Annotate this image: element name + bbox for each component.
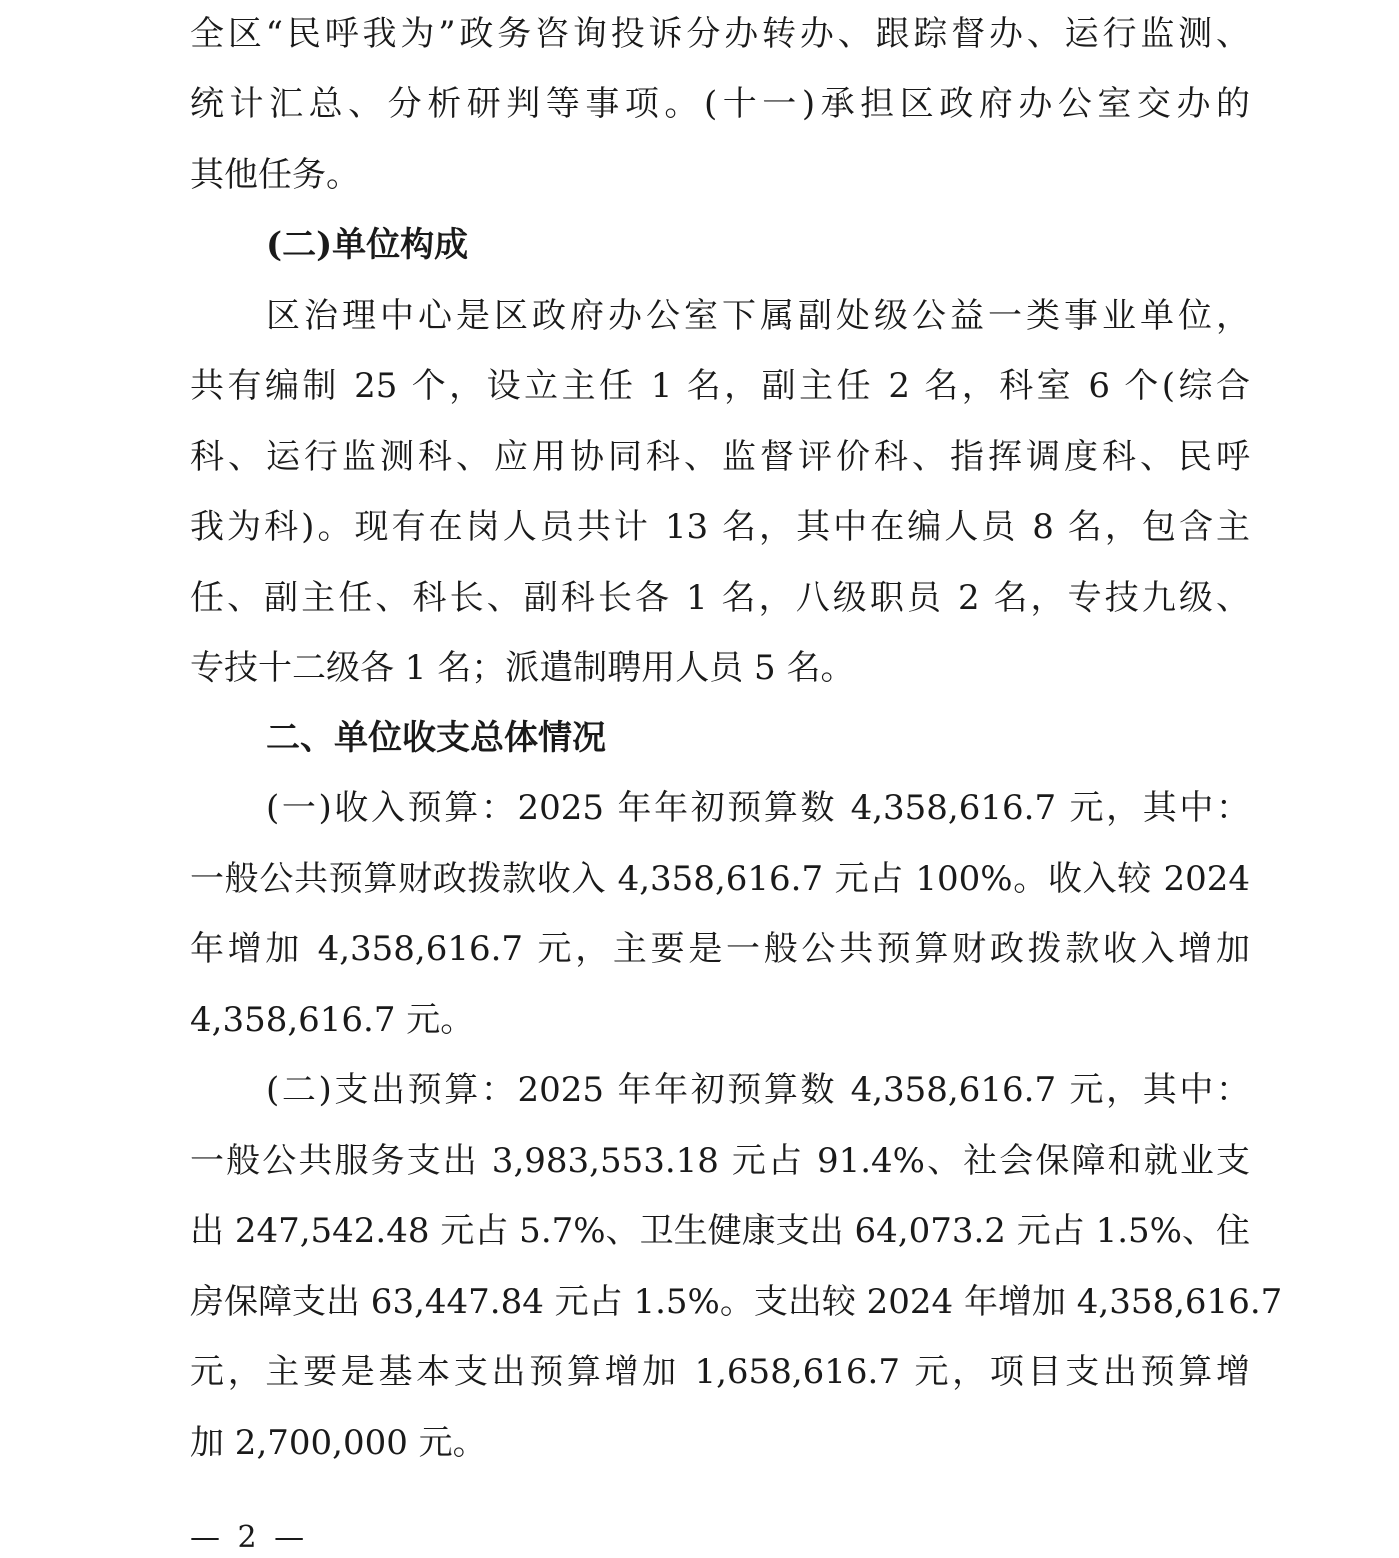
section-heading: 二、单位收支总体情况	[266, 718, 606, 758]
body-text-line: (一)收入预算：2025 年年初预算数 4,358,616.7 元，其中：	[266, 788, 1250, 828]
body-text-line: 区治理中心是区政府办公室下属副处级公益一类事业单位，	[266, 296, 1250, 336]
section-subheading: (二)单位构成	[266, 225, 469, 265]
body-text-line: 房保障支出 63,447.84 元占 1.5%。支出较 2024 年增加 4,358,616.7	[190, 1282, 1283, 1322]
body-text-line: 专技十二级各 1 名；派遣制聘用人员 5 名。	[190, 648, 855, 688]
body-text-line: 任、副主任、科长、副科长各 1 名，八级职员 2 名，专技九级、	[190, 578, 1250, 618]
body-text-line: 加 2,700,000 元。	[190, 1423, 487, 1463]
body-text-line: 其他任务。	[190, 155, 360, 195]
body-text-line: 我为科)。现有在岗人员共计 13 名，其中在编人员 8 名，包含主	[190, 507, 1250, 547]
body-text-line: 统计汇总、分析研判等事项。(十一)承担区政府办公室交办的	[190, 84, 1250, 124]
body-text-line: 出 247,542.48 元占 5.7%、卫生健康支出 64,073.2 元占 1.5%、住	[190, 1211, 1250, 1251]
body-text-line: 年增加 4,358,616.7 元，主要是一般公共预算财政拨款收入增加	[190, 929, 1250, 969]
body-text-line: 一般公共服务支出 3,983,553.18 元占 91.4%、社会保障和就业支	[190, 1141, 1250, 1181]
body-text-line: 科、运行监测科、应用协同科、监督评价科、指挥调度科、民呼	[190, 437, 1250, 477]
body-text-line: 元，主要是基本支出预算增加 1,658,616.7 元，项目支出预算增	[190, 1352, 1250, 1392]
body-text-line: 全区“民呼我为”政务咨询投诉分办转办、跟踪督办、运行监测、	[190, 14, 1250, 54]
body-text-line: 共有编制 25 个，设立主任 1 名，副主任 2 名，科室 6 个(综合	[190, 366, 1250, 406]
body-text-line: (二)支出预算：2025 年年初预算数 4,358,616.7 元，其中：	[266, 1070, 1250, 1110]
body-text-line: 一般公共预算财政拨款收入 4,358,616.7 元占 100%。收入较 2024	[190, 859, 1250, 899]
page-number: — 2 —	[190, 1520, 309, 1555]
body-text-line: 4,358,616.7 元。	[190, 1000, 475, 1040]
